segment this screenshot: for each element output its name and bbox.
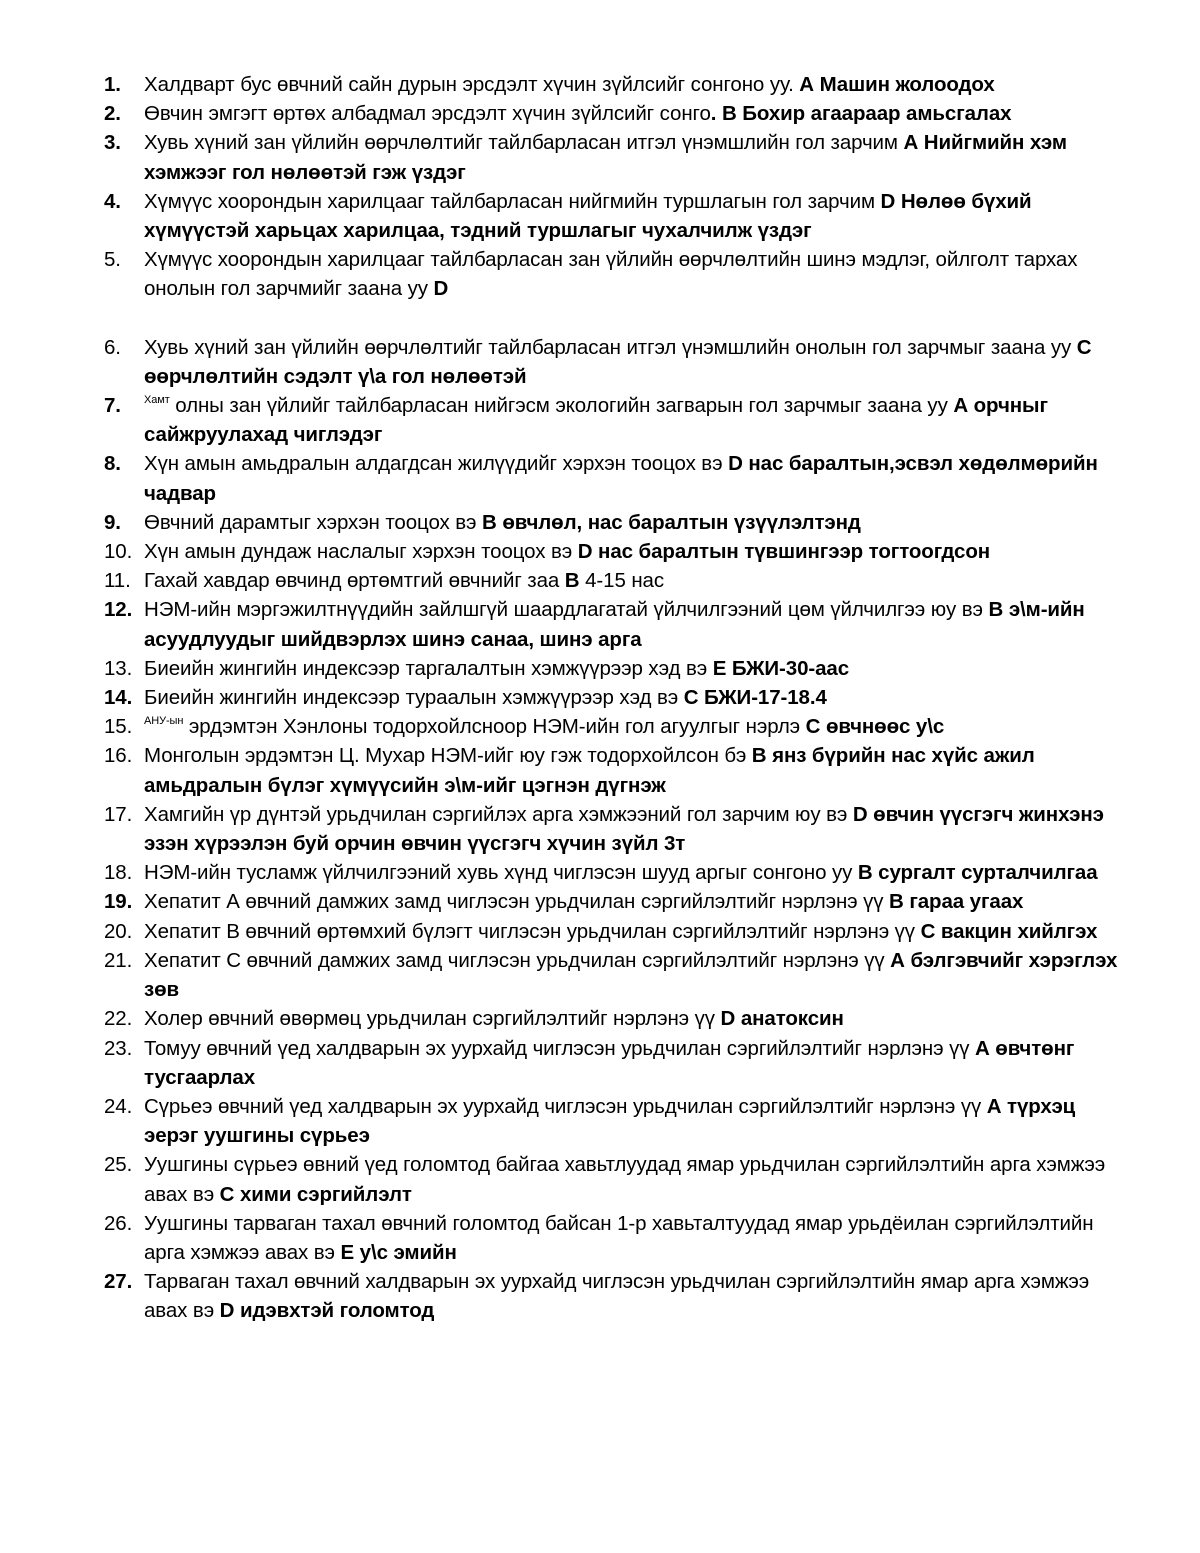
question-text: Халдварт бус өвчний сайн дурын эрсдэлт хүчин зүйлсийг сонгоно уу. [144, 73, 800, 96]
question-text: НЭМ-ийн мэргэжилтнүүдийн зайлшгүй шаардлагатай үйлчилгээний цөм үйлчилгээ юу вэ [144, 598, 989, 622]
question-item [104, 917, 1134, 946]
question-text: Гахай хавдар өвчинд өртөмтгий өвчнийг заа [144, 569, 565, 593]
question-text: Биеийн жингийн индексээр таргалалтын хэмжүүрээр хэд вэ [144, 656, 713, 680]
question-number: 20. [104, 919, 133, 943]
question-text: Тарваган тахал өвчний халдварын эх уурхайд чиглэсэн урьдчилан сэргийлэлтийн ямар арга хэмжээ авах вэ [144, 1270, 1090, 1323]
question-item [104, 654, 1134, 683]
question-answer: В янз бүрийн нас хүйс ажил амьдралын бүлэг хүмүүсийн э\м-ийг цэгнэн дүгнэж [144, 744, 1035, 797]
question-item [104, 99, 1134, 128]
question-text: Хүн амын дундаж наслалыг хэрхэн тооцох вэ [144, 540, 578, 564]
question-item [104, 1004, 1134, 1033]
question-item [104, 1150, 1134, 1208]
question-text: Уушгины сүрьеэ өвний үед голомтод байгаа хавьтлуудад ямар урьдчилан сэргийлэлтийн арга хэмжээ авах вэ [144, 1153, 1106, 1206]
question-number: 12. [104, 598, 133, 622]
question-item [104, 128, 1134, 186]
question-answer: D [433, 277, 449, 301]
question-answer: . В Бохир агаараар амьсгалах [710, 102, 1012, 126]
question-item [104, 595, 1134, 653]
question-item [104, 683, 1134, 712]
question-answer: В сургалт сурталчилгаа [857, 861, 1098, 885]
question-text: Монголын эрдэмтэн Ц. Мухар НЭМ-ийг юу гэж тодорхойлсон бэ [144, 744, 752, 768]
question-superscript-prefix: АНУ-ын [144, 715, 184, 728]
question-text: Сүрьеэ өвчний үед халдварын эх уурхайд чиглэсэн урьдчилан сэргийлэлтийг нэрлэнэ үү [144, 1094, 987, 1118]
question-answer: В өвчлөл, нас баралтын үзүүлэлтэнд [482, 510, 861, 534]
question-item [104, 187, 1134, 245]
question-text: Холер өвчний өвөрмөц урьдчилан сэргийлэлтийг нэрлэнэ үү [144, 1007, 721, 1031]
question-number: 25. [104, 1153, 133, 1177]
question-number: 22. [104, 1007, 133, 1031]
question-number: 13. [104, 656, 133, 680]
question-item [104, 1267, 1134, 1325]
question-item [104, 566, 1134, 595]
question-item [104, 70, 1134, 99]
question-item [104, 800, 1134, 858]
question-item [104, 537, 1134, 566]
question-answer-detail: 4-15 нас [579, 569, 665, 593]
question-text: Томуу өвчний үед халдварын эх уурхайд чиглэсэн урьдчилан сэргийлэлтийг нэрлэнэ үү [144, 1036, 975, 1060]
question-text: Хамгийн үр дүнтэй урьдчилан сэргийлэх арга хэмжээний гол зарчим юу вэ [144, 802, 853, 826]
question-number: 21. [104, 948, 133, 972]
question-number: 5. [104, 248, 121, 272]
question-item [104, 1034, 1134, 1092]
question-answer: А Нийгмийн хэм хэмжээг гол нөлөөтэй гэж үздэг [144, 131, 1067, 184]
question-answer: С хими сэргийлэлт [219, 1182, 412, 1206]
question-number: 3. [104, 131, 121, 155]
question-number: 4. [104, 189, 121, 213]
question-answer: D Нөлөө бүхий хүмүүстэй харьцах харилцаа, тэдний туршлагыг чухалчилж үздэг [144, 189, 1032, 243]
question-answer: С вакцин хийлгэх [920, 919, 1098, 943]
question-item [104, 858, 1134, 887]
question-text: Хүмүүс хоорондын харилцааг тайлбарласан зан үйлийн өөрчлөлтийн шинэ мэдлэг, ойлголт тархах онолын гол зарчмийг заана уу [144, 248, 1078, 301]
question-answer: В гараа угаах [889, 890, 1024, 914]
question-text: Хувь хүний зан үйлийн өөрчлөлтийг тайлбарласан итгэл үнэмшлийн онолын гол зарчмыг заана уу [144, 335, 1077, 359]
question-text: Хепатит А өвчний дамжих замд чиглэсэн урьдчилан сэргийлэлтийг нэрлэнэ үү [144, 890, 890, 914]
question-number: 27. [104, 1270, 133, 1294]
question-item [104, 712, 1134, 741]
question-number: 10. [104, 540, 133, 564]
question-number: 14. [104, 686, 133, 710]
question-answer: С БЖИ-17-18.4 [683, 686, 827, 710]
question-answer: А өвчтөнг тусгаарлах [144, 1036, 1075, 1089]
question-number: 16. [104, 744, 133, 768]
question-number: 6. [104, 335, 121, 359]
question-list [104, 70, 1134, 1326]
question-number: 2. [104, 102, 121, 126]
question-text: Хепатит В өвчний өртөмхий бүлэгт чиглэсэн урьдчилан сэргийлэлтийг нэрлэнэ үү [144, 919, 921, 943]
question-answer: А бэлгэвчийг хэрэглэх зөв [144, 948, 1118, 1002]
question-number: 19. [104, 890, 133, 914]
question-number: 1. [104, 73, 121, 96]
question-number: 7. [104, 394, 121, 418]
question-answer: D анатоксин [720, 1007, 844, 1031]
question-number: 9. [104, 510, 121, 534]
question-answer: D нас баралтын түвшингээр тогтоогдсон [577, 540, 991, 564]
question-answer: С өвчнөөс у\с [805, 715, 945, 739]
question-text: Хүмүүс хоорондын харилцааг тайлбарласан нийгмийн туршлагын гол зарчим [144, 189, 881, 213]
question-text: эрдэмтэн Хэнлоны тодорхойлсноор НЭМ-ийн гол агуулгыг нэрлэ [183, 715, 806, 739]
question-text: Өвчний дарамтыг хэрхэн тооцох вэ [144, 510, 483, 534]
question-answer: D нас баралтын,эсвэл хөдөлмөрийн чадвар [144, 452, 1098, 505]
question-number: 17. [104, 802, 133, 826]
question-answer: С өөрчлөлтийн сэдэлт ү\а гол нөлөөтэй [144, 335, 1092, 388]
question-item [104, 946, 1134, 1004]
question-answer: D өвчин үүсгэгч жинхэнэ эзэн хүрээлэн буй орчин өвчин үүсгэгч хүчин зүйл 3т [144, 802, 1104, 856]
question-answer: D идэвхтэй голомтод [219, 1299, 435, 1323]
question-answer: А орчныг сайжруулахад чиглэдэг [144, 394, 1048, 447]
question-number: 11. [104, 569, 131, 593]
question-number: 8. [104, 452, 121, 476]
question-text: Биеийн жингийн индексээр тураалын хэмжүүрээр хэд вэ [144, 686, 684, 710]
question-answer: Е у\с эмийн [340, 1240, 457, 1264]
question-text: НЭМ-ийн тусламж үйлчилгээний хувь хүнд чиглэсэн шууд аргыг сонгоно уу [144, 861, 858, 885]
question-number: 23. [104, 1036, 133, 1060]
question-text: Хепатит С өвчний дамжих замд чиглэсэн урьдчилан сэргийлэлтийг нэрлэнэ үү [144, 948, 891, 972]
question-answer: Е БЖИ-30-аас [712, 656, 850, 680]
question-answer: В э\м-ийн асуудлуудыг шийдвэрлэх шинэ санаа, шинэ арга [144, 598, 1085, 651]
question-item [104, 1209, 1134, 1267]
question-answer: А түрхэц эерэг уушгины сүрьеэ [144, 1094, 1076, 1148]
question-number: 18. [104, 861, 133, 885]
question-number: 26. [104, 1211, 133, 1235]
question-answer: В [564, 569, 580, 593]
question-text: Уушгины тарваган тахал өвчний голомтод байсан 1-р хавьталтуудад ямар урьдёилан сэргийлэлтийн арга хэмжээ авах вэ [144, 1211, 1094, 1264]
question-number: 15. [104, 715, 133, 739]
question-text: Хувь хүний зан үйлийн өөрчлөлтийг тайлбарласан итгэл үнэмшлийн гол зарчим [144, 131, 904, 155]
question-item [104, 391, 1134, 449]
question-item [104, 245, 1134, 303]
question-item [104, 508, 1134, 537]
question-item [104, 333, 1134, 391]
question-text: Хүн амын амьдралын алдагдсан жилүүдийг хэрхэн тооцох вэ [144, 452, 729, 476]
question-item [104, 449, 1134, 507]
question-item [104, 887, 1134, 916]
question-answer: А Машин жолоодох [799, 73, 995, 96]
question-number: 24. [104, 1094, 133, 1118]
question-item [104, 741, 1134, 799]
question-superscript-prefix: Хамт [144, 394, 170, 407]
question-text: олны зан үйлийг тайлбарласан нийгэсм экологийн загварын гол зарчмыг заана уу [169, 394, 954, 418]
question-item [104, 1092, 1134, 1150]
question-text: Өвчин эмгэгт өртөх албадмал эрсдэлт хүчин зүйлсийг сонго [144, 102, 711, 126]
